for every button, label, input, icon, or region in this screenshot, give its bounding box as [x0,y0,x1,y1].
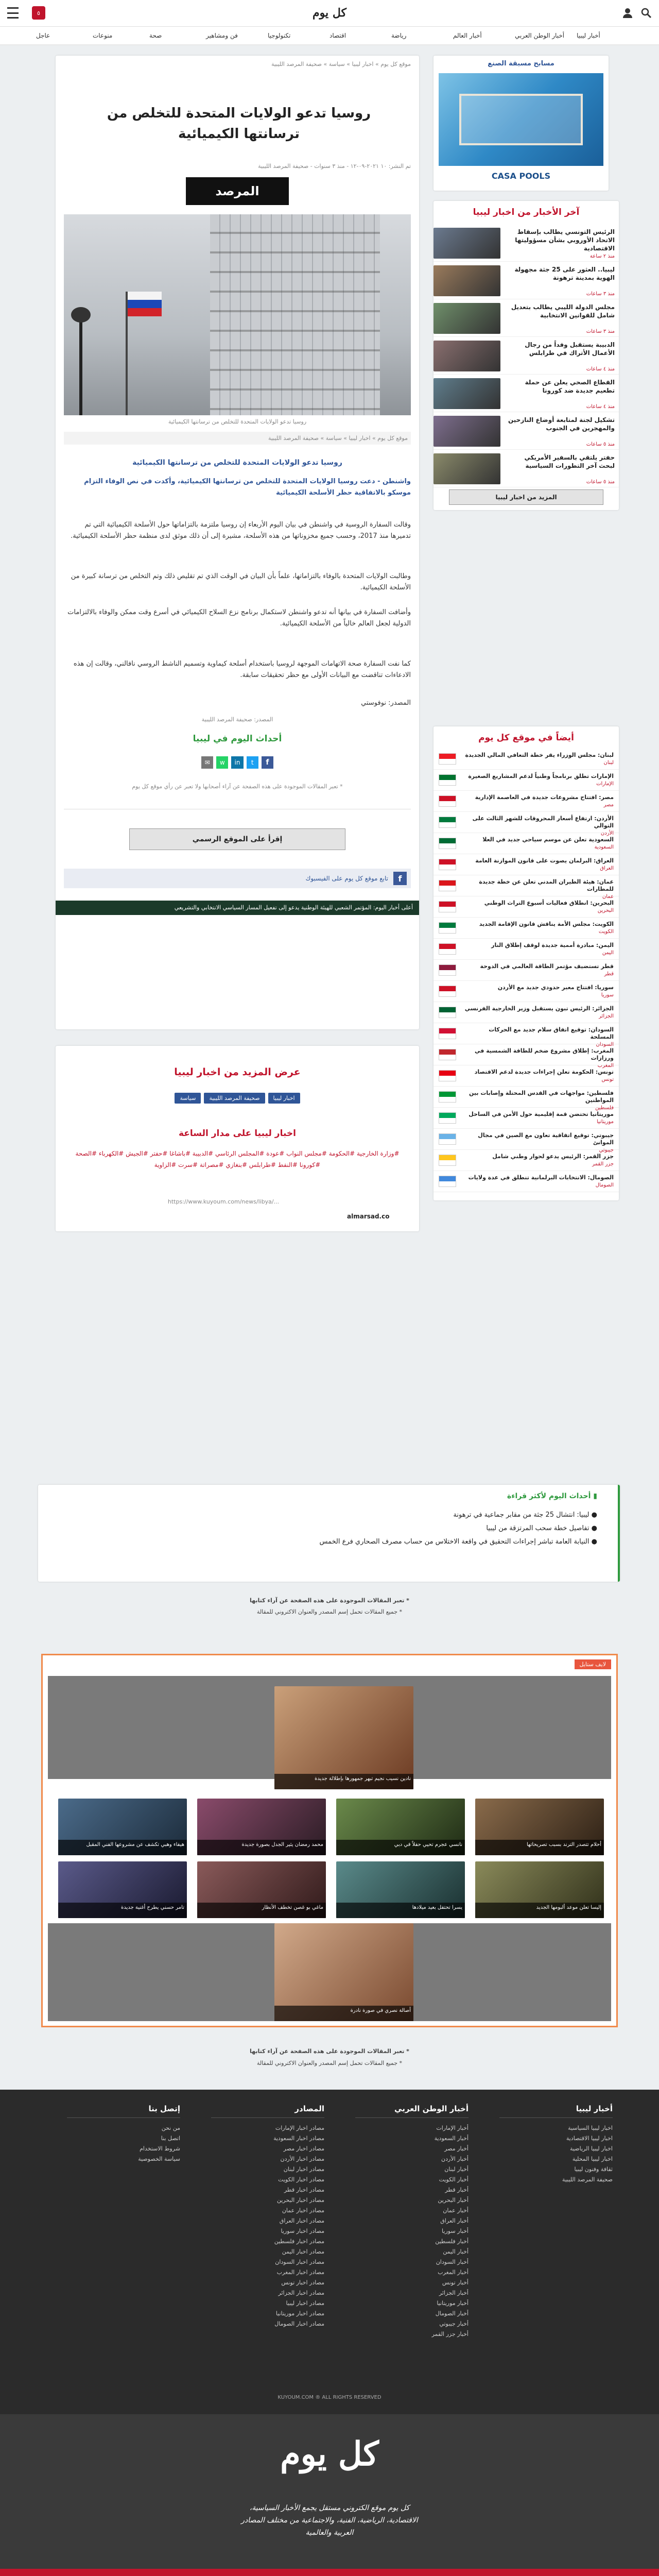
latest-news-item[interactable] [433,374,619,412]
linkedin-share-icon[interactable]: in [231,756,243,769]
country-flag-icon [439,1112,456,1124]
world-news-item[interactable] [433,876,619,900]
footer-col-sources: المصادر مصادر اخبار الإمارات مصادر اخبار السعودية مصادر اخبار مصر مصادر اخبار الأردن مصادر اخبار لبنان مصادر اخبار الكويت مصادر اخبار قطر مصادر اخبار البحرين مصادر اخبار عمان مصادر اخبار العراق مصادر اخبار سوريا مصادر اخبار فلسطين مصادر اخبار اليمن مصادر اخبار السودان مصادر اخبار المغرب مصادر اخبار تونس مصادر اخبار الجزائر مصادر اخبار ليبيا مصادر اخبار موريتانيا مصادر اخبار الصومال [211,2104,324,2329]
notification-icon[interactable] [32,6,45,20]
country-flag-icon [439,1007,456,1018]
footer-link[interactable]: أخبار مصر [444,2145,469,2152]
footer-link[interactable]: شروط الاستخدام [140,2145,180,2152]
article-lead: واشنطن - دعت روسيا الولايات المتحدة للتخلص من ترسانتها الكيميائية، وأكدت في نص الوفاء التزام موسكو بالاتفاقية حظر الأسلحة الكيميائية [84,478,411,497]
day-news-heading[interactable]: اخبار ليبيا على مدار الساعة [179,1128,296,1139]
world-news-title[interactable]: الأردن: ارتفاع أسعار المحروقات للشهر الثالث على التوالي الأردن [472,815,614,836]
country-flag-icon [439,922,456,934]
disclaimer: * تعبر المقالات الموجودة على هذه الصفحة عن آراء أصحابها ولا تعبر عن رأي موقع كل يوم [132,783,343,790]
gallery-tile[interactable]: يسرا تحتفل بعيد ميلادها [336,1861,465,1918]
world-news-title[interactable]: موريتانيا تحتضن قمة إقليمية حول الأمن في الساحل موريتانيا [469,1111,614,1125]
world-news-title[interactable]: مصر: افتتاح مشروعات جديدة في العاصمة الإدارية مصر [475,794,614,808]
world-news-title[interactable]: المغرب: إطلاق مشروع ضخم للطاقة الشمسية في ورزازات المغرب [475,1047,614,1069]
world-news-box [433,726,619,1200]
world-news-country: الإمارات [596,781,614,787]
news-time: منذ ٥ ساعات [586,442,615,447]
world-news-title[interactable]: اليمن: مبادرة أممية جديدة لوقف إطلاق النار اليمن [491,942,614,956]
whatsapp-share-icon[interactable]: w [216,756,228,769]
footer-link[interactable]: مصادر اخبار لبنان [283,2166,324,2173]
latest-news-item[interactable] [433,261,619,299]
world-news-country: تونس [601,1077,614,1082]
world-news-item[interactable] [433,855,619,875]
world-news-title[interactable]: عمان: هيئة الطيران المدني تعلن عن خطة جديدة للمطارات عمان [479,878,614,900]
footer-link[interactable]: أخبار الإمارات [436,2125,469,2131]
today-events-box [38,1485,620,1582]
world-news-title[interactable]: تونس: الحكومة تعلن إجراءات جديدة لدعم الاقتصاد تونس [474,1069,614,1082]
world-news-title[interactable]: قطر تستضيف مؤتمر الطاقة العالمي في الدوحة قطر [480,963,614,977]
nav-item[interactable]: اقتصاد [330,32,346,39]
footer-copyright: KUYOUM.COM ® ALL RIGHTS RESERVED [278,2395,381,2400]
gallery-tile[interactable]: إليسا تعلن موعد ألبومها الجديد [475,1861,604,1918]
news-time: منذ ٤ ساعات [586,366,615,372]
breadcrumb[interactable]: موقع كل يوم » اخبار ليبيا » سياسة » صحيفة المرصد الليبية [271,61,411,67]
search-icon[interactable] [640,7,652,19]
world-news-item[interactable] [433,1150,619,1171]
footer-link[interactable]: مصادر اخبار الإمارات [275,2125,324,2131]
news-title[interactable]: تشكيل لجنة لمتابعة أوضاع النازحين والمهجرين في الجنوب [508,416,615,432]
country-flag-icon [439,1133,456,1145]
world-news-heading[interactable]: أيضاً في موقع كل يوم [478,733,574,743]
footer-link[interactable]: اخبار ليبيا المحلية [572,2156,613,2162]
footer-link[interactable]: مصادر اخبار قطر [284,2187,324,2193]
country-flag-icon [439,986,456,997]
tag-button[interactable]: صحيفة المرصد الليبية [204,1093,265,1104]
footer-link[interactable]: أخبار فلسطين [435,2238,469,2245]
footer-link[interactable]: اخبار ليبيا السياسية [568,2125,613,2131]
world-news-country: العراق [600,866,614,871]
country-flag-icon [439,795,456,807]
world-news-country: الصومال [595,1182,614,1188]
country-flag-icon [439,1070,456,1081]
tag-button[interactable]: سياسة [175,1093,201,1104]
world-news-item[interactable] [433,1087,619,1111]
world-news-country: موريتانيا [596,1119,614,1125]
news-time: منذ ٣ ساعات [586,329,615,334]
world-news-item[interactable] [433,1024,619,1047]
russia-flag [128,292,162,316]
world-news-title[interactable]: الكويت: مجلس الأمة يناقش قانون الإقامة الجديد الكويت [479,921,614,935]
world-news-item[interactable] [433,960,619,981]
footer-link[interactable]: أخبار قطر [445,2187,469,2193]
world-news-country: البحرين [597,908,614,913]
news-thumbnail[interactable] [433,265,500,296]
world-news-country: الكويت [598,929,614,935]
gallery-label[interactable]: لايف ستايل [575,1659,612,1669]
more-libya-news-button[interactable]: المزيد من اخبار ليبيا [449,489,603,505]
world-news-title[interactable]: الصومال: الانتخابات البرلمانية تنطلق في عدة ولايات الصومال [468,1174,614,1188]
news-ticker[interactable]: أعلى أخبار اليوم: المؤتمر الشعبي للهيئة الوطنية يدعو إلى تفعيل المسار السياسي الانتخابي والتشريعي [56,901,419,915]
footer-link[interactable]: أخبار تونس [442,2279,469,2286]
ad-image [439,73,603,166]
world-news-country: السعودية [594,844,614,850]
world-news-item[interactable] [433,1066,619,1087]
footer-link[interactable]: مصادر اخبار السعودية [273,2135,324,2142]
world-news-item[interactable] [433,939,619,960]
footer [0,2090,659,2414]
world-news-item[interactable] [433,770,619,791]
gallery-tile[interactable]: نادين نسيب نجيم تبهر جمهورها بإطلالة جديدة [274,1686,413,1789]
nav-item[interactable]: تكنولوجيا [268,32,291,39]
gallery-tile[interactable]: أصالة نصري في صورة نادرة [274,1923,413,2021]
notes-line-2: * جميع المقالات تحمل إسم المصدر والعنوان الاكتروني للمقالة [256,2060,403,2066]
brand-section [0,2414,659,2569]
footer-link[interactable]: مصادر اخبار فلسطين [274,2238,324,2245]
world-news-title[interactable]: فلسطين: مواجهات في القدس المحتلة وإصابات بين المواطنين فلسطين [469,1090,614,1111]
article-url[interactable]: https://www.kuyoum.com/news/libya/... [167,1198,280,1205]
news-title[interactable]: الدبيبة يستقبل وفداً من رجال الأعمال الأتراك في طرابلس [525,341,615,357]
footer-link[interactable]: مصادر اخبار الكويت [278,2176,324,2183]
world-news-country: مصر [603,802,614,808]
world-news-country: اليمن [602,950,614,956]
footer-link[interactable]: مصادر اخبار ليبيا [286,2300,324,2307]
article-source-footer: المصدر: صحيفة المرصد الليبية [201,716,273,723]
site-logo[interactable]: كل يوم [313,6,346,20]
world-news-item[interactable] [433,1129,619,1153]
red-notice [0,2569,659,2576]
world-news-title[interactable]: العراق: البرلمان يصوت على قانون الموازنة العامة العراق [475,857,614,871]
footer-link[interactable]: أخبار الأردن [441,2156,469,2162]
more-news-heading[interactable]: عرض المزيد من اخبار ليبيا [174,1066,301,1078]
footer-link[interactable]: مصادر اخبار سوريا [281,2228,324,2234]
world-news-country: لبنان [603,760,614,766]
country-flag-icon [439,1091,456,1103]
ad-box[interactable] [433,56,609,191]
footer-link[interactable]: أخبار لبنان [444,2166,469,2173]
world-news-country: المغرب [597,1063,614,1069]
main-nav [0,27,659,45]
notes-line-1: * تعبر المقالات الموجودة على هذه الصفحة عن آراء كتابها [250,2048,409,2055]
footer-link[interactable]: صحيفة المرصد الليبية [562,2176,613,2183]
footer-link[interactable]: اخبار ليبيا الاقتصادية [566,2135,613,2142]
world-news-country: السودان [596,1042,614,1047]
footer-link[interactable]: اخبار ليبيا الرياضية [570,2145,613,2152]
news-thumbnail[interactable] [433,416,500,447]
nav-item[interactable]: صحة [149,32,162,39]
world-news-item[interactable] [433,897,619,918]
read-official-button[interactable]: إقرأ على الموقع الرسمي [129,828,345,850]
gallery-tile[interactable]: محمد رمضان يثير الجدل بصورة جديدة [197,1799,326,1855]
today-event-item[interactable]: ● النيابة العامة تباشر إجراءات التحقيق في واقعة الاختلاس من حساب مصرف الصحاري فرع الخمس [319,1538,597,1546]
news-time: منذ ٥ ساعات [586,479,615,485]
footer-link[interactable]: أخبار الكويت [439,2176,469,2183]
country-flag-icon [439,817,456,828]
world-news-title[interactable]: البحرين: انطلاق فعاليات أسبوع التراث الوطني البحرين [484,900,614,913]
tag-button[interactable]: اخبار ليبيا [268,1093,300,1104]
news-title[interactable]: القطاع الصحي يعلن عن حملة تطعيم جديدة ضد كورونا [525,379,615,394]
gallery-tile[interactable]: أحلام تتصدر الترند بسبب تصريحاتها [475,1799,604,1855]
gallery-tile[interactable]: نانسي عجرم تحيي حفلاً في دبي [336,1799,465,1855]
top-bar [0,0,659,27]
nav-item[interactable]: أخبار الوطن العربي [515,32,565,39]
news-title[interactable]: ليبيا.. العثور على 25 جثة مجهولة الهوية بمدينة ترهونة [514,266,615,281]
country-flag-icon [439,838,456,849]
country-flag-icon [439,943,456,955]
today-event-item[interactable]: ● تفاصيل خطة سحب المرتزقة من ليبيا [486,1524,597,1532]
world-news-item[interactable] [433,1108,619,1129]
latest-news-box [433,201,619,510]
nav-item[interactable]: أخبار العالم [453,32,482,39]
footer-col-libya: أخبار ليبيا اخبار ليبيا السياسية اخبار ليبيا الاقتصادية اخبار ليبيا الرياضية اخبار ليبيا المحلية ثقافة وفنون ليبيا صحيفة المرصد الليبية [499,2104,613,2185]
events-heading[interactable]: أحداث اليوم في ليبيا [193,734,282,744]
country-flag-icon [439,1155,456,1166]
source-logo[interactable]: المرصد [186,177,289,205]
world-news-title[interactable]: السعودية تعلن عن موسم سياحي جديد في العلا السعودية [482,836,614,850]
news-thumbnail[interactable] [433,303,500,334]
footer-link[interactable]: سياسة الخصوصية [138,2156,180,2162]
news-thumbnail[interactable] [433,453,500,484]
menu-icon[interactable] [7,7,19,19]
world-news-title[interactable]: الإمارات تطلق برنامجاً وطنياً لدعم المشاريع الصغيرة الإمارات [468,773,614,787]
country-flag-icon [439,774,456,786]
country-flag-icon [439,964,456,976]
twitter-share-icon[interactable]: t [247,756,258,769]
world-news-item[interactable] [433,1172,619,1192]
world-news-country: سوريا [601,992,614,998]
news-thumbnail[interactable] [433,228,500,259]
news-title[interactable]: الرئيس التونسي يطالب بإسقاط الاتحاد الأوروبي بشأن مسؤوليتها الاقتصادية [515,228,615,252]
brand-logo: كل يوم [280,2435,379,2473]
footer-link[interactable]: أخبار جيبوتي [439,2320,469,2327]
inner-breadcrumb[interactable]: موقع كل يوم » اخبار ليبيا » سياسة » صحيفة المرصد الليبية [64,432,411,445]
world-news-item[interactable] [433,981,619,1002]
world-news-title[interactable]: سوريا: افتتاح معبر حدودي جديد مع الأردن سوريا [497,984,614,998]
article-image [64,214,411,415]
footer-link[interactable]: أخبار البحرين [438,2197,469,2204]
tag-list [56,1092,419,1104]
footer-link[interactable]: مصادر اخبار الصومال [274,2320,324,2327]
facebook-icon: f [393,872,407,885]
footer-link[interactable]: مصادر اخبار عمان [282,2207,324,2214]
world-news-item[interactable] [433,749,619,770]
country-flag-icon [439,753,456,765]
article-paragraph-4: كما نفت السفارة صحة الاتهامات الموجهة لروسيا باستخدام أسلحة كيماوية وتسميم الناشط الروسي نافالني، وقالت إن هذه الادعاءات تناقضت مع البيانات الأولى مع حظر تحقيقات سابقة. [73,660,411,679]
footer-link[interactable]: مصادر اخبار اليمن [282,2248,324,2255]
footer-link[interactable]: أخبار المغرب [438,2269,469,2276]
world-news-item[interactable] [433,1003,619,1023]
ad-title: مسابح مسبقة الصنع [488,60,554,67]
latest-news-heading[interactable]: آخر الأخبار من اخبار ليبيا [473,207,580,217]
page-title: روسيا تدعو الولايات المتحدة للتخلص من ترسانتها الكيميائية [107,106,371,142]
more-news-box [56,1046,419,1231]
article-source-label: المصدر: نوفوستي [361,699,411,707]
gallery-tile[interactable]: ماغي بو غصن تخطف الأنظار [197,1861,326,1918]
ad-brand: CASA POOLS [491,171,551,181]
world-news-country: جيبوتي [599,1147,614,1153]
lifestyle-gallery [41,1654,618,2027]
news-time: منذ ٤ ساعات [586,404,615,410]
world-news-title[interactable]: لبنان: مجلس الوزراء يقر خطة التعافي المالي الجديدة لبنان [465,752,614,766]
country-flag-icon [439,901,456,912]
latest-news-item[interactable] [433,449,619,487]
footer-link[interactable]: أخبار سوريا [442,2228,469,2234]
world-news-country: جزر القمر [592,1161,614,1167]
footer-col-arab: أخبار الوطن العربي أخبار الإمارات أخبار السعودية أخبار مصر أخبار الأردن أخبار لبنان أخبار الكويت أخبار قطر أخبار البحرين أخبار عمان أخبار العراق أخبار سوريا أخبار فلسطين أخبار اليمن أخبار السودان أخبار المغرب أخبار تونس أخبار الجزائر أخبار موريتانيا أخبار الصومال أخبار جيبوتي أخبار جزر القمر [355,2104,469,2340]
world-news-item[interactable] [433,812,619,836]
article-paragraph-2: وطالبت الولايات المتحدة بالوفاء بالتزاماتها، علماً بأن البيان في الوقت الذي تم تقليص ذلك وتم التخلص من ترسانة كبيرة من الأسلحة الكيميائية. [71,572,411,591]
world-news-country: الجزائر [599,1013,614,1019]
article-subtitle: روسيا تدعو الولايات المتحدة للتخلص من ترسانتها الكيميائية [132,459,342,467]
news-thumbnail[interactable] [433,341,500,371]
latest-news-item[interactable] [433,299,619,337]
news-title[interactable]: حفتر يلتقي بالسفير الأمريكي لبحث آخر التطورات السياسية [524,454,615,469]
gallery-tile[interactable]: تامر حسني يطرح أغنية جديدة [58,1861,187,1918]
hashtag-links[interactable]: #وزارة الخارجية #الحكومة #مجلس النواب #عودة #المجلس الرئاسي #الدبيبة #باشاغا #حفتر #الجيش #الكهرباء #الصحة #كورونا #النفط #طرابلس #بنغازي #مصراتة #سرت #الزاوية [75,1150,400,1168]
world-news-item[interactable] [433,1045,619,1069]
world-news-title[interactable]: جزر القمر: الرئيس يدعو لحوار وطني شامل جزر القمر [492,1153,614,1167]
footer-link[interactable]: أخبار موريتانيا [437,2300,469,2307]
footer-link[interactable]: من نحن [161,2125,180,2131]
street-lamp [79,317,82,415]
world-news-country: عمان [602,894,614,900]
footer-link[interactable]: اتصل بنا [161,2135,180,2142]
article-card [56,56,419,1029]
country-flag-icon [439,1176,456,1187]
article-paragraph-3: وأضافت السفارة في بيانها أنه تدعو واشنطن لاستكمال برنامج نزع السلاح الكيميائي في أسرع وقت ممكن والوفاء بالالتزامات الدولية لجعل العالم خالياً من الأسلحة الكيميائية. [67,608,411,628]
footer-link[interactable]: ثقافة وفنون ليبيا [574,2166,613,2173]
nav-item[interactable]: رياضة [391,32,407,39]
footer-link[interactable]: أخبار عمان [443,2207,469,2214]
country-flag-icon [439,1028,456,1039]
notification-count: ٥ [37,9,40,16]
footer-link[interactable]: مصادر اخبار البحرين [276,2197,324,2204]
facebook-follow-bar[interactable]: f تابع موقع كل يوم على الفيسبوك [64,869,411,888]
events-note-1: * تعبر المقالات الموجودة على هذه الصفحة عن آراء كتابها [250,1597,409,1604]
article-paragraph-1: وقالت السفارة الروسية في واشنطن في بيان اليوم الأربعاء إن روسيا ملتزمة بالتزاماتها حول الأسلحة الكيميائية التي تم تدميرها منذ 2017، وحسب جميع مخزوناتها من هذه الأسلحة، مشيرة إلى أن ذلك موثق لدى منظمة حظر الأسلحة الكيميائية. [71,521,411,540]
footer-link[interactable]: أخبار اليمن [443,2248,469,2255]
today-events-heading[interactable]: ▮ أحداث اليوم لأكثر قراءة [507,1492,597,1500]
country-flag-icon [439,880,456,891]
world-news-title[interactable]: الجزائر: الرئيس تبون يستقبل وزير الخارجية الفرنسي الجزائر [464,1005,614,1019]
latest-news-item[interactable] [433,224,619,262]
news-thumbnail[interactable] [433,378,500,409]
footer-link[interactable]: أخبار الجزائر [439,2290,469,2296]
today-event-item[interactable]: ● ليبيا: انتشال 25 جثة من مقابر جماعية في ترهونة [453,1511,597,1519]
footer-link[interactable]: مصادر اخبار المغرب [276,2269,324,2276]
news-title[interactable]: مجلس الدولة الليبي يطالب بتعديل شامل للقوانين الانتخابية [511,303,615,319]
footer-link[interactable]: مصادر اخبار موريتانيا [275,2310,324,2317]
news-time: منذ ٣ ساعات [586,291,615,297]
footer-link[interactable]: أخبار السعودية [434,2135,469,2142]
footer-link[interactable]: مصادر اخبار السودان [275,2259,324,2265]
almarsad-small-logo[interactable]: almarsad.co [347,1213,390,1220]
latest-news-item[interactable] [433,412,619,450]
footer-link[interactable]: مصادر اخبار مصر [283,2145,324,2152]
world-news-title[interactable]: جيبوتي: توقيع اتفاقية تعاون مع الصين في مجال الموانئ جيبوتي [478,1132,614,1153]
footer-link[interactable]: أخبار السودان [436,2259,469,2265]
brand-slogan: كل يوم موقع الكتروني مستقل يجمع الأخبار السياسية، الاقتصادية، الرياضية، الفنية، والاجتماعية من مختلف المصادر العربية والعالمية [241,2504,418,2537]
email-share-icon[interactable]: ✉ [201,756,213,769]
footer-link[interactable]: مصادر اخبار الجزائر [278,2290,324,2296]
world-news-title[interactable]: السودان: توقيع اتفاق سلام جديد مع الحركات المسلحة السودان [489,1026,614,1047]
user-icon[interactable] [622,7,633,19]
footer-link[interactable]: أخبار العراق [440,2217,469,2224]
share-bar [201,756,273,770]
world-news-country: فلسطين [595,1105,614,1111]
country-flag-icon [439,1049,456,1060]
article-meta: تم النشر: ١٠ ٢٠٢١-٠٩-١٢ - منذ ٣ سنوات - صحيفة المرصد الليبية [258,163,411,170]
footer-link[interactable]: أخبار الصومال [435,2310,469,2317]
latest-news-item[interactable] [433,336,619,375]
world-news-item[interactable] [433,834,619,854]
image-caption: روسيا تدعو الولايات المتحدة للتخلص من ترسانتها الكيميائية [168,418,307,425]
footer-link[interactable]: مصادر اخبار الأردن [280,2156,324,2162]
news-time: منذ ٢ ساعة [589,253,615,259]
footer-link[interactable]: مصادر اخبار تونس [281,2279,324,2286]
events-note-2: * جميع المقالات تحمل إسم المصدر والعنوان الاكتروني للمقالة [256,1608,403,1615]
nav-item[interactable]: عاجل [36,32,50,39]
nav-item[interactable]: فن ومشاهير [206,32,238,39]
country-flag-icon [439,859,456,870]
footer-link[interactable]: أخبار جزر القمر [431,2331,469,2337]
world-news-item[interactable] [433,791,619,812]
nav-item[interactable]: أخبار ليبيا [577,32,600,39]
footer-col-contact: إتصل بنا من نحن اتصل بنا شروط الاستخدام سياسة الخصوصية [67,2104,180,2164]
nav-item[interactable]: منوعات [93,32,113,39]
world-news-item[interactable] [433,918,619,939]
world-news-country: قطر [604,971,614,977]
footer-link[interactable]: مصادر اخبار العراق [279,2217,324,2224]
facebook-share-icon[interactable]: f [262,756,273,769]
world-news-country: الأردن [600,831,614,836]
gallery-tile[interactable]: هيفاء وهبي تكشف عن مشروعها الفني المقبل [58,1799,187,1855]
